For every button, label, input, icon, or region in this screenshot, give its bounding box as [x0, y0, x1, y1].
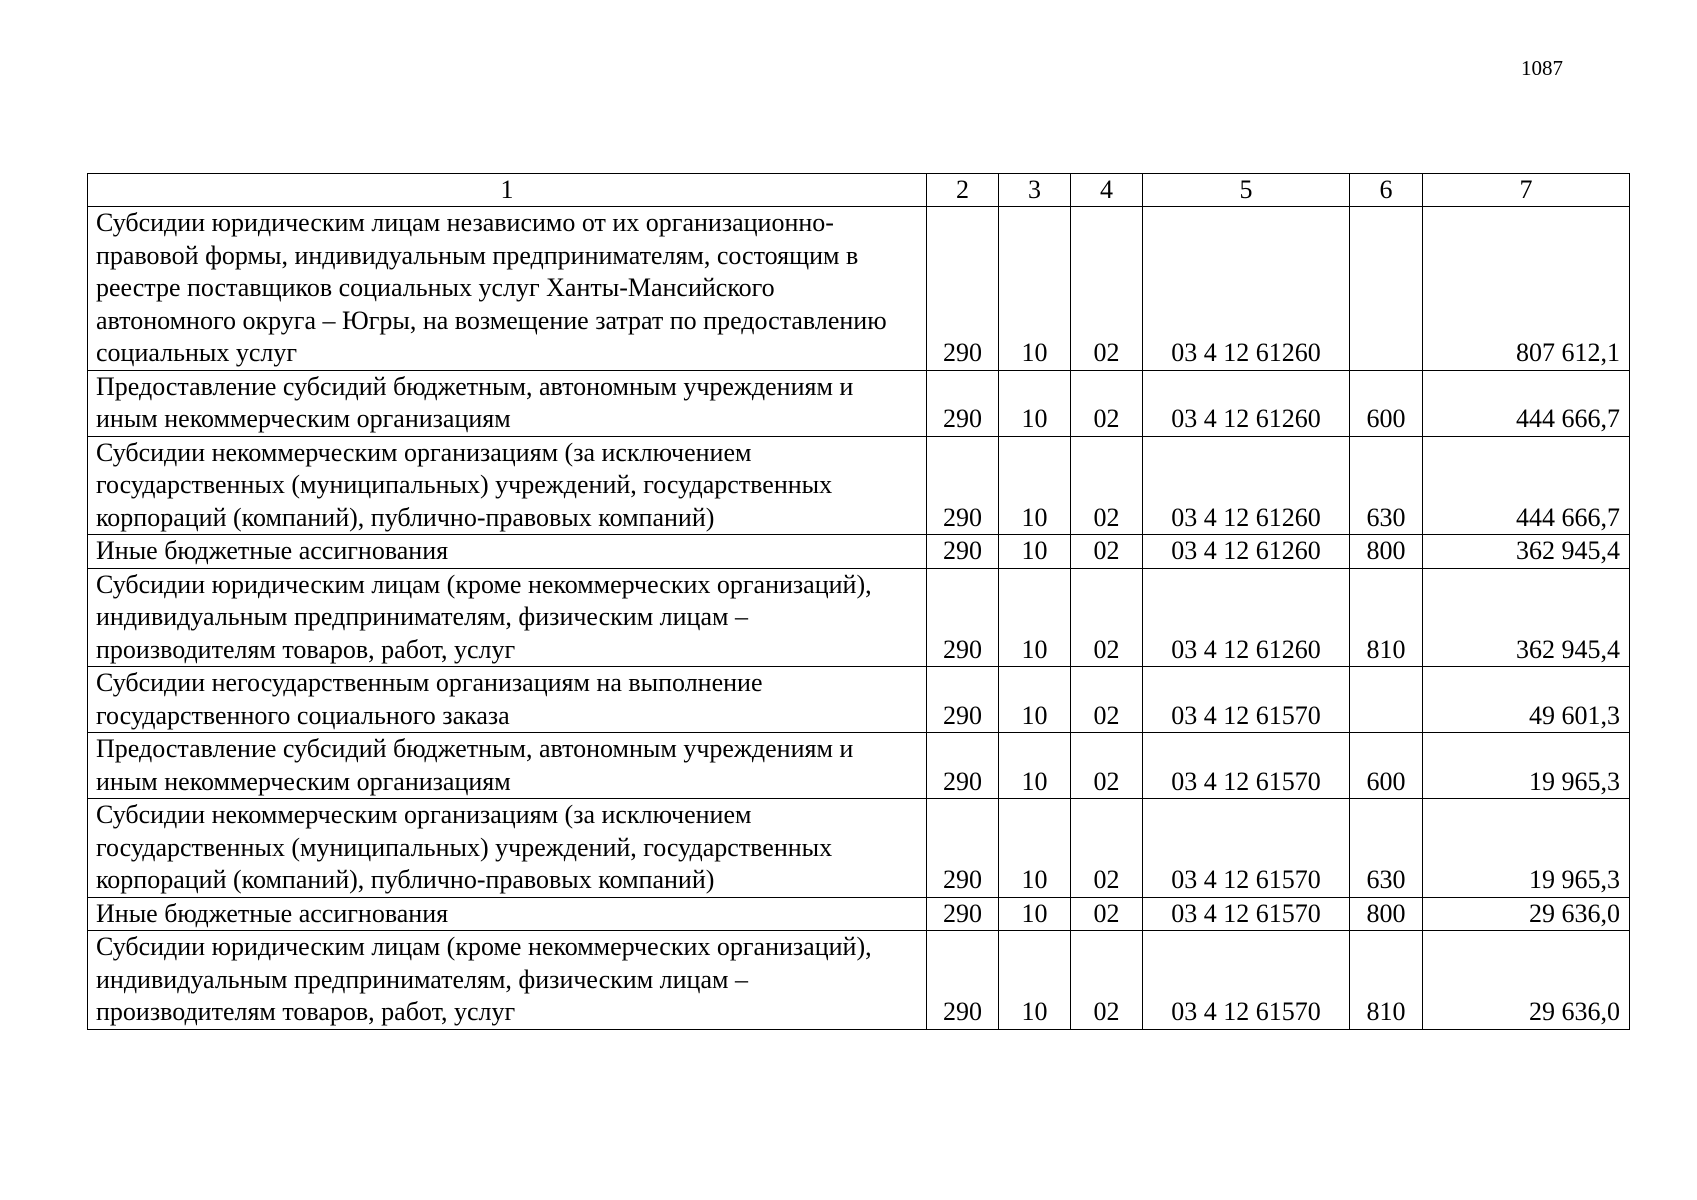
table-row	[88, 207, 1630, 371]
row-section-cell: 10	[999, 568, 1071, 667]
row-target-article-cell: 03 4 12 61260	[1143, 568, 1350, 667]
row-amount-cell: 19 965,3	[1423, 733, 1630, 799]
table-body	[88, 207, 1630, 1030]
row-amount-cell: 444 666,7	[1423, 370, 1630, 436]
row-expense-type-cell: 630	[1350, 436, 1423, 535]
row-expense-type-cell	[1350, 207, 1423, 371]
row-name-cell: Субсидии юридическим лицам независимо от их организационно-правовой формы, индивидуальным предпринимателям, состоящим в реестре поставщиков социальных услуг Ханты-Мансийского автономного округа – Югры, на возмещение затрат по предоставлению социальных услуг	[88, 207, 927, 371]
row-subsection-cell: 02	[1071, 568, 1143, 667]
row-admin-code-cell: 290	[927, 207, 999, 371]
row-target-article-cell: 03 4 12 61570	[1143, 931, 1350, 1030]
row-name-cell: Субсидии некоммерческим организациям (за исключением государственных (муниципальных) учреждений, государственных корпораций (компаний), публично-правовых компаний)	[88, 799, 927, 898]
table-row	[88, 799, 1630, 898]
row-expense-type-cell: 600	[1350, 733, 1423, 799]
row-target-article-cell: 03 4 12 61260	[1143, 207, 1350, 371]
row-section-cell: 10	[999, 207, 1071, 371]
header-cell-2: 2	[927, 174, 999, 207]
table-row	[88, 370, 1630, 436]
row-subsection-cell: 02	[1071, 931, 1143, 1030]
row-admin-code-cell: 290	[927, 667, 999, 733]
row-expense-type-cell: 810	[1350, 931, 1423, 1030]
row-admin-code-cell: 290	[927, 931, 999, 1030]
row-expense-type-cell: 800	[1350, 535, 1423, 569]
row-admin-code-cell: 290	[927, 897, 999, 931]
row-amount-cell: 362 945,4	[1423, 535, 1630, 569]
row-expense-type-cell: 800	[1350, 897, 1423, 931]
row-subsection-cell: 02	[1071, 436, 1143, 535]
row-subsection-cell: 02	[1071, 799, 1143, 898]
table-row	[88, 436, 1630, 535]
row-amount-cell: 807 612,1	[1423, 207, 1630, 371]
row-name-cell: Субсидии некоммерческим организациям (за исключением государственных (муниципальных) учреждений, государственных корпораций (компаний), публично-правовых компаний)	[88, 436, 927, 535]
row-name-cell: Иные бюджетные ассигнования	[88, 897, 927, 931]
row-target-article-cell: 03 4 12 61260	[1143, 370, 1350, 436]
row-amount-cell: 19 965,3	[1423, 799, 1630, 898]
row-admin-code-cell: 290	[927, 370, 999, 436]
row-section-cell: 10	[999, 733, 1071, 799]
table-row	[88, 568, 1630, 667]
row-target-article-cell: 03 4 12 61570	[1143, 897, 1350, 931]
row-expense-type-cell: 600	[1350, 370, 1423, 436]
header-cell-3: 3	[999, 174, 1071, 207]
table-row	[88, 931, 1630, 1030]
budget-table	[87, 173, 1630, 1030]
row-section-cell: 10	[999, 370, 1071, 436]
row-expense-type-cell	[1350, 667, 1423, 733]
row-subsection-cell: 02	[1071, 897, 1143, 931]
row-admin-code-cell: 290	[927, 535, 999, 569]
row-name-cell: Предоставление субсидий бюджетным, автономным учреждениям и иным некоммерческим организациям	[88, 733, 927, 799]
row-target-article-cell: 03 4 12 61260	[1143, 436, 1350, 535]
row-section-cell: 10	[999, 436, 1071, 535]
row-subsection-cell: 02	[1071, 535, 1143, 569]
table-row	[88, 667, 1630, 733]
row-section-cell: 10	[999, 897, 1071, 931]
row-name-cell: Субсидии юридическим лицам (кроме некоммерческих организаций), индивидуальным предпринимателям, физическим лицам – производителям товаров, работ, услуг	[88, 568, 927, 667]
row-name-cell: Субсидии юридическим лицам (кроме некоммерческих организаций), индивидуальным предпринимателям, физическим лицам – производителям товаров, работ, услуг	[88, 931, 927, 1030]
row-amount-cell: 29 636,0	[1423, 931, 1630, 1030]
header-cell-6: 6	[1350, 174, 1423, 207]
table-row	[88, 733, 1630, 799]
row-target-article-cell: 03 4 12 61570	[1143, 799, 1350, 898]
row-amount-cell: 444 666,7	[1423, 436, 1630, 535]
table-row	[88, 535, 1630, 569]
row-admin-code-cell: 290	[927, 568, 999, 667]
row-section-cell: 10	[999, 931, 1071, 1030]
row-subsection-cell: 02	[1071, 207, 1143, 371]
header-cell-1: 1	[88, 174, 927, 207]
row-admin-code-cell: 290	[927, 733, 999, 799]
row-target-article-cell: 03 4 12 61570	[1143, 733, 1350, 799]
row-expense-type-cell: 810	[1350, 568, 1423, 667]
table-header	[88, 174, 1630, 207]
header-row	[88, 174, 1630, 207]
row-section-cell: 10	[999, 667, 1071, 733]
row-admin-code-cell: 290	[927, 799, 999, 898]
row-section-cell: 10	[999, 535, 1071, 569]
header-cell-5: 5	[1143, 174, 1350, 207]
row-expense-type-cell: 630	[1350, 799, 1423, 898]
row-admin-code-cell: 290	[927, 436, 999, 535]
table-row	[88, 897, 1630, 931]
row-amount-cell: 29 636,0	[1423, 897, 1630, 931]
row-name-cell: Иные бюджетные ассигнования	[88, 535, 927, 569]
row-amount-cell: 362 945,4	[1423, 568, 1630, 667]
row-name-cell: Предоставление субсидий бюджетным, автономным учреждениям и иным некоммерческим организациям	[88, 370, 927, 436]
header-cell-7: 7	[1423, 174, 1630, 207]
row-subsection-cell: 02	[1071, 733, 1143, 799]
row-amount-cell: 49 601,3	[1423, 667, 1630, 733]
row-target-article-cell: 03 4 12 61570	[1143, 667, 1350, 733]
row-subsection-cell: 02	[1071, 667, 1143, 733]
row-target-article-cell: 03 4 12 61260	[1143, 535, 1350, 569]
row-subsection-cell: 02	[1071, 370, 1143, 436]
header-cell-4: 4	[1071, 174, 1143, 207]
row-name-cell: Субсидии негосударственным организациям на выполнение государственного социального заказа	[88, 667, 927, 733]
row-section-cell: 10	[999, 799, 1071, 898]
page-number: 1087	[1521, 56, 1563, 80]
